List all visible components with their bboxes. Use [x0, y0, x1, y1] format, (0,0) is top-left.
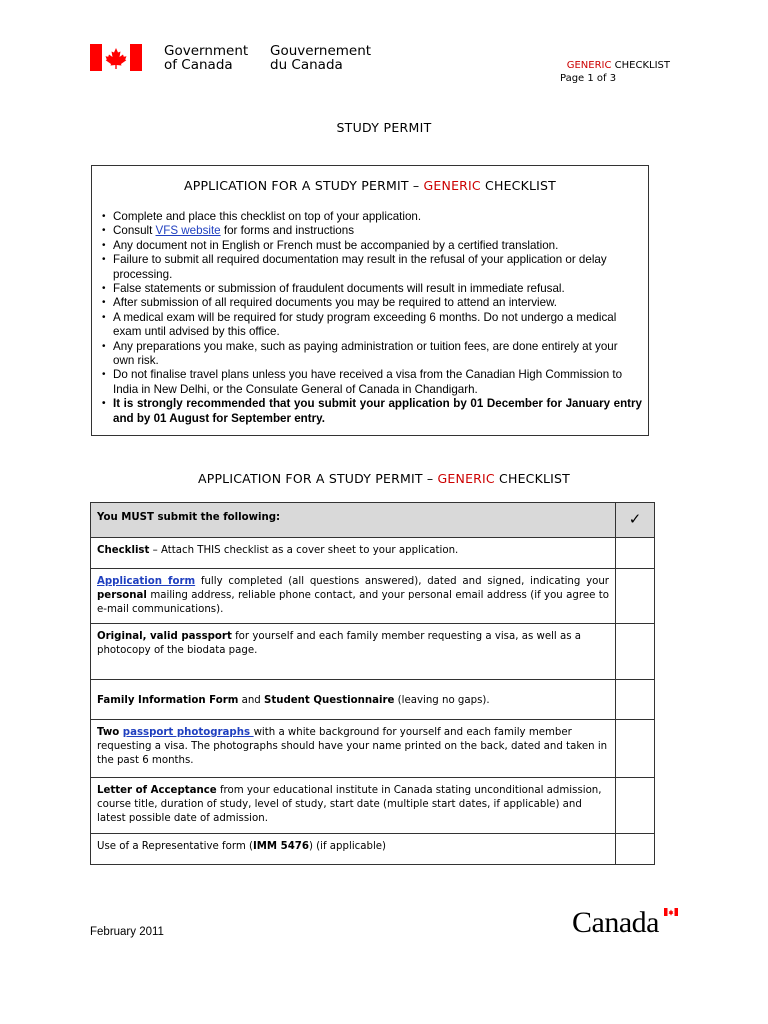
- checkbox-cell[interactable]: [616, 624, 655, 680]
- row-text: from your educational institute in Canada stating unconditional admission, course title, duration of study, level of study, start date (multiple start dates, if applicable) and latest possible date of admission.: [97, 785, 602, 824]
- row-representative-form: [91, 834, 616, 865]
- section-title-prefix: APPLICATION FOR A STUDY PERMIT –: [197, 471, 438, 486]
- instruction-item: • After submission of all required documents you may be required to attend an interview.: [102, 296, 642, 310]
- instruction-item: • Any preparations you make, such as paying administration or tuition fees, are done entirely at your own risk.: [102, 340, 642, 369]
- row-text: fully completed (all questions answered), dated and signed, indicating your: [195, 576, 609, 587]
- section-title-suffix: CHECKLIST: [494, 471, 571, 486]
- row-photographs: [91, 720, 616, 778]
- row-letter-of-acceptance: [91, 778, 616, 834]
- header-generic-label: GENERIC: [566, 60, 612, 71]
- table-header: You MUST submit the following:: [91, 503, 616, 538]
- row-text: Use of a Representative form (: [97, 841, 253, 852]
- gov-fr-line2: du Canada: [270, 57, 343, 73]
- row-application-form: [91, 569, 616, 624]
- table-row: [91, 778, 655, 834]
- passport-photographs-link[interactable]: passport photographs: [122, 727, 254, 738]
- table-row: [91, 680, 655, 720]
- instruction-text: Consult: [113, 224, 156, 238]
- row-bold: personal: [97, 589, 147, 601]
- section-title-generic: GENERIC: [437, 471, 495, 486]
- instructions-list: [102, 210, 642, 426]
- gov-en-line2: of Canada: [164, 57, 233, 73]
- row-family-info: [91, 680, 616, 720]
- row-bold: Two: [97, 727, 123, 738]
- box-title-prefix: APPLICATION FOR A STUDY PERMIT –: [183, 178, 424, 193]
- gov-fr-line1: Gouvernement: [270, 43, 372, 59]
- row-text: with a white background for yourself and each family member requesting a visa. The photographs should have your name printed on the back, dated and taken in the past 6 months.: [97, 727, 608, 766]
- row-bold: Checklist: [97, 545, 150, 556]
- row-bold: Student Questionnaire: [264, 694, 395, 706]
- row-text: mailing address, reliable phone contact, and your personal email address (if you agree to e-mail communications).: [97, 589, 609, 615]
- instruction-item: • Complete and place this checklist on top of your application.: [102, 210, 642, 224]
- gouvernement-du-canada-label: [270, 44, 371, 72]
- instruction-item: • Failure to submit all required documentation may result in the refusal of your application or delay processing.: [102, 253, 642, 282]
- instruction-text: for forms and instructions: [220, 224, 355, 238]
- canada-wordmark: [572, 905, 678, 941]
- canada-flag-icon: [90, 44, 142, 71]
- table-row: [91, 624, 655, 680]
- row-checklist: [91, 538, 616, 569]
- table-row: [91, 720, 655, 778]
- instruction-item: • Do not finalise travel plans unless you have received a visa from the Canadian High Commission to India in New Delhi, or the Consulate General of Canada in Chandigarh.: [102, 368, 642, 397]
- row-text: ) (if applicable): [308, 841, 387, 852]
- checkbox-cell[interactable]: [616, 680, 655, 720]
- header-checklist-info: [540, 59, 670, 85]
- row-bold: Family Information Form: [97, 694, 239, 706]
- checklist-table: [90, 502, 655, 865]
- row-bold: Original, valid passport: [97, 631, 232, 642]
- checkbox-cell[interactable]: [616, 569, 655, 624]
- instruction-item: • Any document not in English or French must be accompanied by a certified translation.: [102, 239, 642, 253]
- checkbox-cell[interactable]: [616, 720, 655, 778]
- checkbox-cell[interactable]: [616, 538, 655, 569]
- row-text: (leaving no gaps).: [394, 694, 490, 706]
- table-row: [91, 569, 655, 624]
- checkmark-icon: ✓: [616, 503, 655, 538]
- instructions-box-title: [92, 178, 648, 193]
- row-text: and: [238, 694, 265, 706]
- header-checklist-label: CHECKLIST: [614, 60, 670, 71]
- instruction-item: • A medical exam will be required for study program exceeding 6 months. Do not undergo a medical exam until advised by this office.: [102, 311, 642, 340]
- table-row: [91, 834, 655, 865]
- document-title: STUDY PERMIT: [336, 120, 432, 135]
- row-passport: [91, 624, 616, 680]
- row-text: for yourself and each family member requesting a visa, as well as a photocopy of the biodata page.: [97, 631, 582, 656]
- government-of-canada-label: [164, 44, 248, 72]
- box-title-suffix: CHECKLIST: [480, 178, 557, 193]
- table-header-row: [91, 503, 655, 538]
- application-form-link[interactable]: Application form: [97, 576, 196, 587]
- page-number: Page 1 of 3: [560, 73, 617, 84]
- checkbox-cell[interactable]: [616, 834, 655, 865]
- gov-en-line1: Government: [164, 43, 249, 59]
- row-bold: Letter of Acceptance: [97, 785, 217, 796]
- vfs-website-link[interactable]: VFS website: [155, 224, 221, 238]
- instructions-box: [91, 165, 649, 436]
- instruction-item: • False statements or submission of fraudulent documents will result in immediate refusal.: [102, 282, 642, 296]
- box-title-generic: GENERIC: [423, 178, 481, 193]
- row-bold: IMM 5476: [253, 841, 309, 852]
- checkbox-cell[interactable]: [616, 778, 655, 834]
- footer-date: February 2011: [90, 926, 164, 938]
- wordmark-flag-icon: [664, 908, 678, 916]
- instruction-item-recommendation: • It is strongly recommended that you submit your application by 01 December for January entry and by 01 August for September entry.: [102, 397, 642, 426]
- checklist-section-title: [0, 471, 768, 486]
- table-row: [91, 538, 655, 569]
- row-text: – Attach THIS checklist as a cover sheet to your application.: [149, 545, 459, 556]
- instruction-item: [102, 224, 642, 238]
- canada-wordmark-text: Canada: [572, 906, 659, 939]
